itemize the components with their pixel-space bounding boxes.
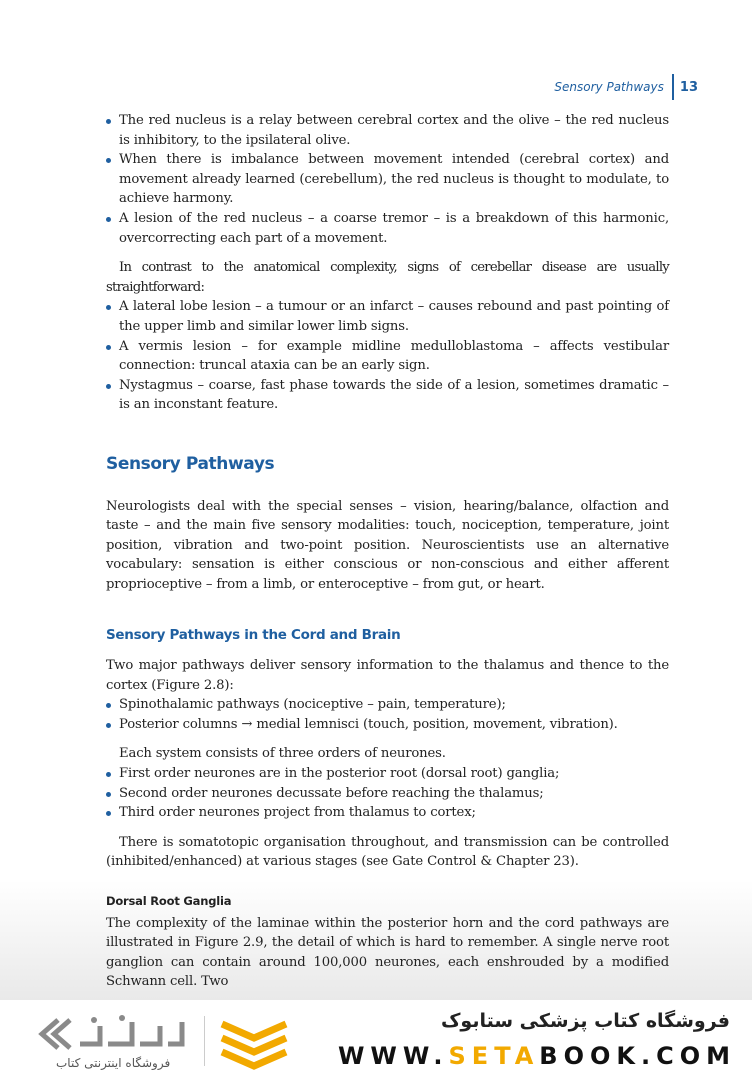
store-name: فروشگاه کتاب پزشکی ستابوک xyxy=(440,1010,730,1032)
store-footer xyxy=(0,1000,752,1079)
url-prefix: WWW. xyxy=(337,1042,449,1070)
list-item: When there is imbalance between movement intended (cerebral cortex) and movement already learned (cerebellum), the red nucleus is thought to modulate, to achieve harmony. xyxy=(106,150,669,209)
orders-list xyxy=(106,764,669,823)
red-nucleus-list xyxy=(106,111,669,248)
logo-divider xyxy=(204,1016,205,1066)
list-item: The red nucleus is a relay between cerebral cortex and the olive – the red nucleus is inhibitory, to the ipsilateral olive. xyxy=(106,111,669,150)
list-item: A lateral lobe lesion – a tumour or an infarct – causes rebound and past pointing of the upper limb and similar lower limb signs. xyxy=(106,297,669,336)
cerebellar-signs-list xyxy=(106,297,669,415)
list-item: Second order neurones decussate before reaching the thalamus; xyxy=(106,784,669,804)
store-url[interactable] xyxy=(338,1042,736,1070)
section-heading: Sensory Pathways xyxy=(106,453,275,474)
orders-paragraph: Each system consists of three orders of neurones. xyxy=(119,746,446,762)
page-number: 13 xyxy=(679,79,698,95)
subsection-heading: Sensory Pathways in the Cord and Brain xyxy=(106,627,401,644)
running-head xyxy=(554,74,698,100)
ganglia-paragraph: The complexity of the laminae within the posterior horn and the cord pathways are illustrated in Figure 2.9, the detail of which is hard to remember. A single nerve root ganglion can contain around 100,000 neurones, each enshrouded by a modified Schwann cell. Two xyxy=(106,915,669,990)
running-title: Sensory Pathways xyxy=(554,80,664,94)
running-head-divider xyxy=(672,74,674,100)
book-stack-icon xyxy=(218,1016,290,1070)
somatotopic-paragraph: There is somatotopic organisation throughout, and transmission can be controlled (inhibited/enhanced) at various stages (see Gate Control & Chapter 23). xyxy=(106,834,669,870)
list-item: Third order neurones project from thalamus to cortex; xyxy=(106,803,669,823)
minor-heading: Dorsal Root Ganglia xyxy=(106,894,232,908)
body-text xyxy=(106,111,669,992)
list-item: A lesion of the red nucleus – a coarse tremor – is a breakdown of this harmonic, overcorrecting each part of a movement. xyxy=(106,209,669,248)
list-item: Posterior columns → medial lemnisci (touch, position, movement, vibration). xyxy=(106,715,669,735)
url-accent: SETA xyxy=(448,1042,540,1070)
logo-subtitle: فروشگاه اینترنتی کتاب xyxy=(56,1056,171,1070)
list-item: Spinothalamic pathways (nociceptive – pain, temperature); xyxy=(106,695,669,715)
setabook-wordmark-logo xyxy=(36,1014,186,1054)
url-suffix: BOOK.COM xyxy=(539,1042,736,1070)
pathways-list xyxy=(106,695,669,734)
list-item: Nystagmus – coarse, fast phase towards the side of a lesion, sometimes dramatic – is an inconstant feature. xyxy=(106,376,669,415)
subsection-paragraph: Two major pathways deliver sensory information to the thalamus and thence to the cortex (Figure 2.8): xyxy=(106,658,669,693)
list-item: A vermis lesion – for example midline medulloblastoma – affects vestibular connection: truncal ataxia can be an early sign. xyxy=(106,337,669,376)
contrast-paragraph: In contrast to the anatomical complexity, signs of cerebellar disease are usually straightforward: xyxy=(106,260,669,295)
list-item: First order neurones are in the posterior root (dorsal root) ganglia; xyxy=(106,764,669,784)
section-paragraph: Neurologists deal with the special senses – vision, hearing/balance, olfaction and taste – and the main five sensory modalities: touch, nociception, temperature, joint position, vibration and two-point position. Neuroscientists use an alternative vocabulary: sensation is either conscious or non-conscious and either afferent proprioceptive – from a limb, or enteroceptive – from gut, or heart. xyxy=(106,498,669,592)
